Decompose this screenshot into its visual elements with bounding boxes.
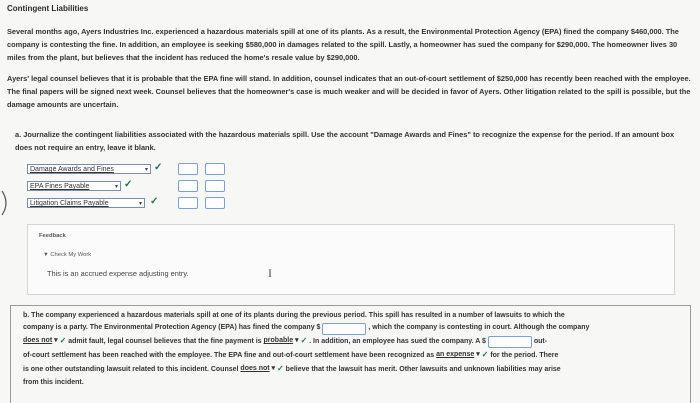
scenario-paragraph-2: Ayers' legal counsel believes that it is probable that the EPA fine will stand. In addition, counsel indicates that an out-of-court settlement of $250,000 has recently been reached with the employee. The final papers will be signed next week. Counsel believes that the homeowner's case is much weaker and will be decided in favor of Ayers. Other litigation related to the spill is possible, but the damage amounts are uncertain. [7, 74, 691, 109]
part-b-text: , which the company is contesting in court. Although the company [368, 324, 590, 331]
debit-amount-input-3[interactable] [178, 197, 198, 209]
credit-amount-input-1[interactable] [205, 163, 225, 175]
check-my-work-toggle[interactable]: ▼ Check My Work [43, 252, 92, 258]
recognition-dropdown-value: an expense [436, 351, 475, 358]
account-dropdown-2-value: EPA Fines Payable [30, 183, 90, 190]
merit-dropdown[interactable] [240, 364, 275, 374]
merit-dropdown-value: does not [240, 365, 270, 372]
account-dropdown-1-value: Damage Awards and Fines [30, 166, 114, 173]
part-b-line-4 [23, 350, 558, 361]
account-dropdown-3[interactable] [27, 198, 145, 208]
correct-check-icon: ✓ [59, 336, 67, 345]
chevron-down-icon: ▾ [271, 365, 276, 372]
part-b-line-1: b. The company experienced a hazardous materials spill at one of its plants during the previous period. This spill has resulted in a number of lawsuits to which the [23, 312, 565, 319]
fault-dropdown[interactable] [23, 336, 58, 346]
correct-check-icon: ✓ [154, 162, 163, 173]
part-b-line-5 [23, 364, 561, 375]
credit-amount-input-3[interactable] [205, 197, 225, 209]
part-b-line-2 [23, 323, 589, 335]
chevron-down-icon: ▾ [144, 167, 148, 173]
correct-check-icon: ✓ [277, 364, 284, 373]
probability-dropdown[interactable] [264, 336, 299, 346]
side-bracket-icon [0, 190, 12, 216]
part-b-text: for the period. There [490, 352, 559, 359]
feedback-text: This is an accrued expense adjusting entry. [47, 269, 189, 278]
part-b-line-3 [23, 336, 547, 348]
feedback-title: Feedback [39, 233, 66, 239]
debit-amount-input-1[interactable] [178, 163, 198, 175]
credit-amount-input-2[interactable] [205, 180, 225, 192]
account-dropdown-1[interactable] [27, 164, 151, 174]
feedback-panel [27, 224, 675, 295]
chevron-down-icon: ▾ [295, 337, 299, 344]
part-b-text: . In addition, an employee has sued the company. A $ [309, 338, 486, 345]
part-b-text: is one other outstanding lawsuit related to this incident. Counsel [23, 366, 239, 373]
part-a-instructions: a. Journalize the contingent liabilities associated with the hazardous materials spill. Use the account "Damage Awards and Fines" to recognize the expense for the period. If an amount box does not require an entry, leave it blank. [15, 130, 675, 152]
chevron-down-icon: ▾ [54, 337, 58, 344]
scenario-paragraph-1: Several months ago, Ayers Industries Inc. experienced a hazardous materials spill at one of its plants. As a result, the Environmental Protection Agency (EPA) fined the company $460,000. The company is contesting the fine. In addition, an employee is seeking $580,000 in damages related to the spill. Lastly, a homeowner has sued the company for $290,000. The homeowner lives 30 miles from the plant, but believes that the incident has reduced the home's resale value by $290,000. [7, 27, 679, 62]
correct-check-icon: ✓ [150, 196, 159, 207]
chevron-down-icon: ▾ [138, 201, 142, 207]
part-b-text: out- [533, 338, 548, 345]
fault-dropdown-value: does not [23, 337, 53, 344]
part-b-text: company is a party. The Environmental Protection Agency (EPA) has fined the company $ [23, 324, 321, 331]
page-title: Contingent Liabilities [7, 4, 89, 13]
epa-fine-amount-input[interactable] [322, 323, 366, 335]
correct-check-icon: ✓ [481, 350, 489, 359]
correct-check-icon: ✓ [300, 336, 308, 345]
account-dropdown-3-value: Litigation Claims Payable [30, 200, 109, 207]
part-b-line-6: from this incident. [23, 379, 84, 386]
part-b-text: of-court settlement has been reached with the employee. The EPA fine and out-of-court settlement have been recognized as [23, 352, 435, 359]
settlement-amount-input[interactable] [488, 336, 532, 348]
chevron-down-icon: ▾ [476, 351, 480, 358]
debit-amount-input-2[interactable] [178, 180, 198, 192]
part-b-panel [10, 305, 691, 403]
recognition-dropdown[interactable] [436, 350, 480, 360]
account-dropdown-2[interactable] [27, 181, 121, 191]
probability-dropdown-value: probable [263, 337, 294, 344]
part-b-text: admit fault, legal counsel believes that the fine payment is [68, 338, 262, 345]
part-b-text: believe that the lawsuit has merit. Other lawsuits and unknown liabilities may arise [285, 366, 561, 373]
chevron-down-icon: ▾ [114, 184, 118, 190]
correct-check-icon: ✓ [124, 179, 133, 190]
text-cursor-icon: I [268, 266, 272, 280]
